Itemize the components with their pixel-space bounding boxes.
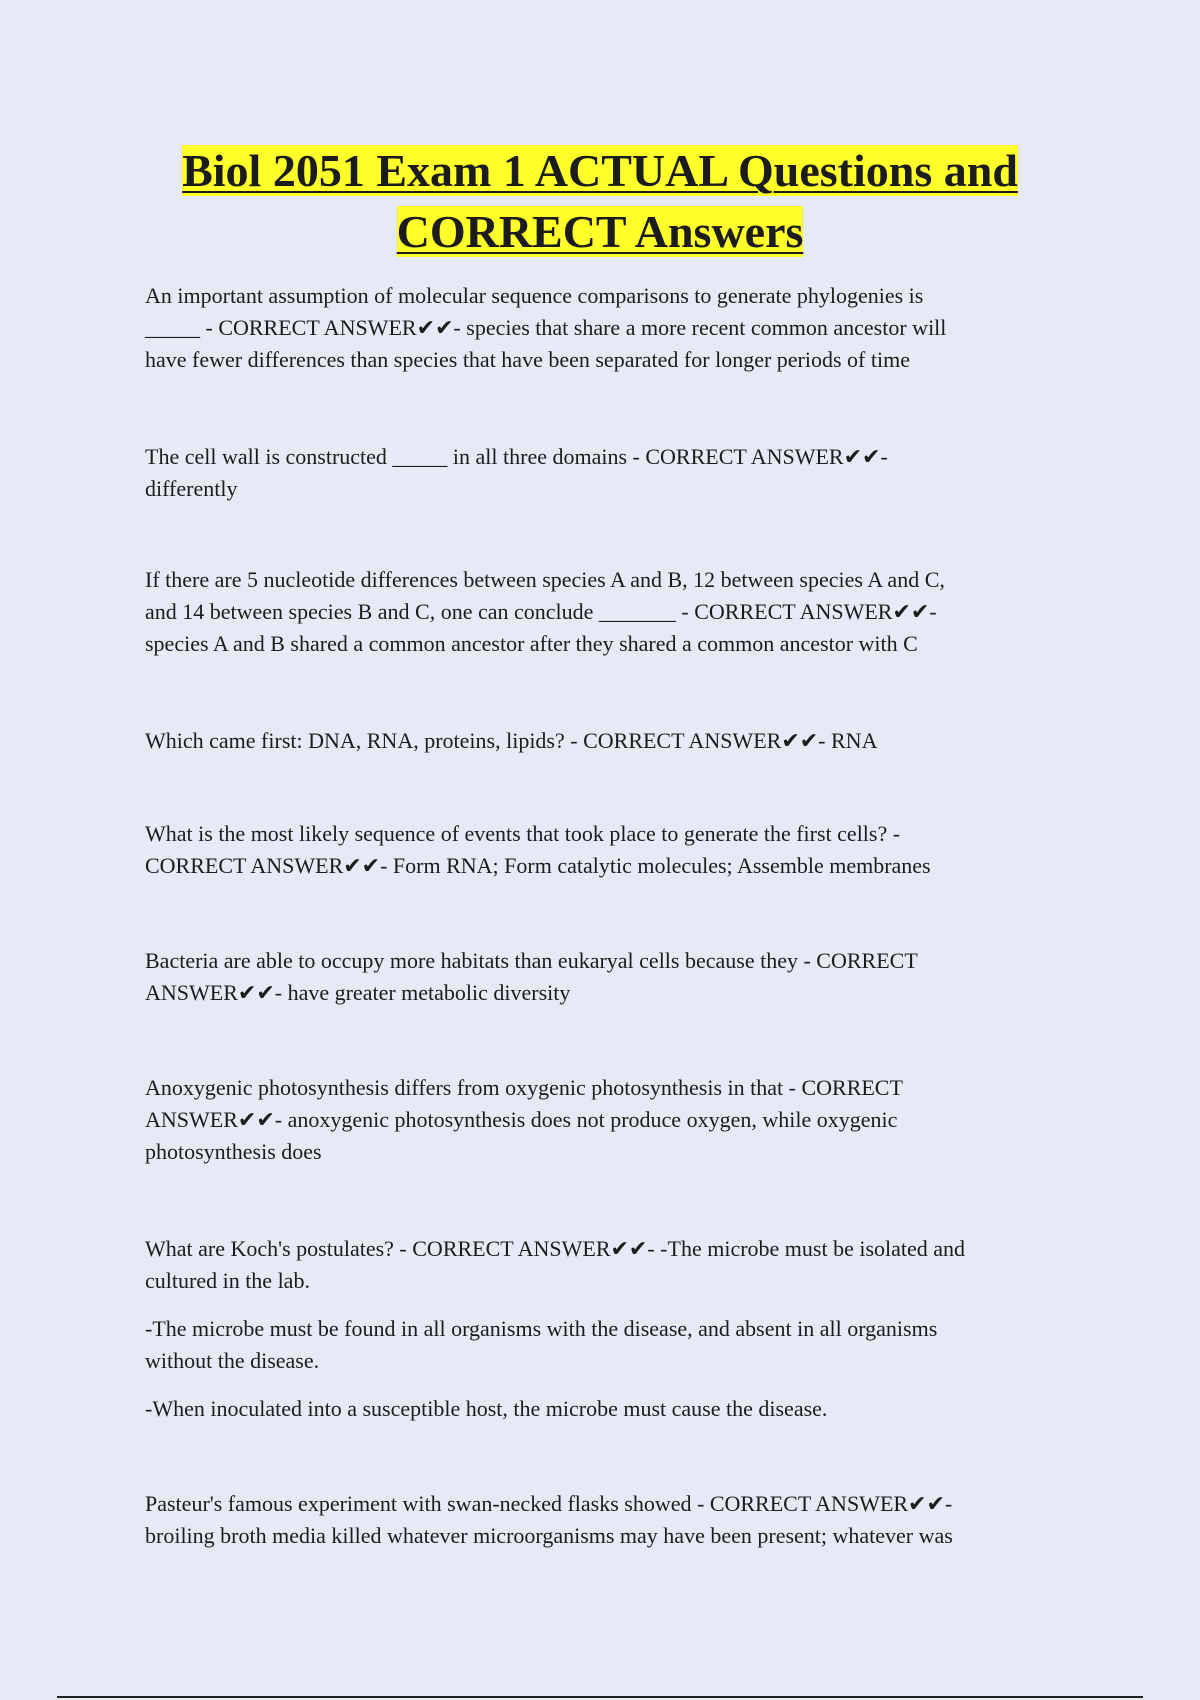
qa-item-8-point-2: -The microbe must be found in all organisms with the disease, and absent in all organisms without the disease.	[145, 1316, 938, 1373]
qa-item-1: An important assumption of molecular sequence comparisons to generate phylogenies is _____ - CORRECT ANSWER✔✔- species that share a more recent common ancestor will have fewer differences than species that have been separated for longer periods of time	[145, 283, 947, 372]
title-line-1: Biol 2051 Exam 1 ACTUAL Questions and	[182, 145, 1018, 196]
title-line-2: CORRECT Answers	[396, 206, 804, 257]
document-title	[0, 140, 1200, 262]
qa-item-7: Anoxygenic photosynthesis differs from oxygenic photosynthesis in that - CORRECT ANSWER✔✔- anoxygenic photosynthesis does not produce oxygen, while oxygenic photosynthesis does	[145, 1075, 903, 1164]
qa-item-4: Which came first: DNA, RNA, proteins, lipids? - CORRECT ANSWER✔✔- RNA	[145, 728, 878, 753]
qa-item-3: If there are 5 nucleotide differences between species A and B, 12 between species A and C, and 14 between species B and C, one can conclude _______ - CORRECT ANSWER✔✔- species A and B shared a common ancestor after they shared a common ancestor with C	[145, 567, 945, 656]
qa-item-6: Bacteria are able to occupy more habitats than eukaryal cells because they - CORRECT ANSWER✔✔- have greater metabolic diversity	[145, 948, 918, 1005]
qa-item-8: What are Koch's postulates? - CORRECT ANSWER✔✔- -The microbe must be isolated and cultured in the lab.	[145, 1236, 966, 1293]
qa-item-2: The cell wall is constructed _____ in all three domains - CORRECT ANSWER✔✔- differently	[145, 444, 888, 501]
qa-item-9: Pasteur's famous experiment with swan-necked flasks showed - CORRECT ANSWER✔✔- broiling broth media killed whatever microorganisms may have been present; whatever was	[145, 1491, 953, 1548]
qa-item-8-point-3: -When inoculated into a susceptible host, the microbe must cause the disease.	[145, 1396, 828, 1421]
qa-item-5: What is the most likely sequence of events that took place to generate the first cells? - CORRECT ANSWER✔✔- Form RNA; Form catalytic molecules; Assemble membranes	[145, 821, 931, 878]
qa-list	[145, 280, 1065, 1548]
page-bottom-divider	[57, 1696, 1143, 1698]
